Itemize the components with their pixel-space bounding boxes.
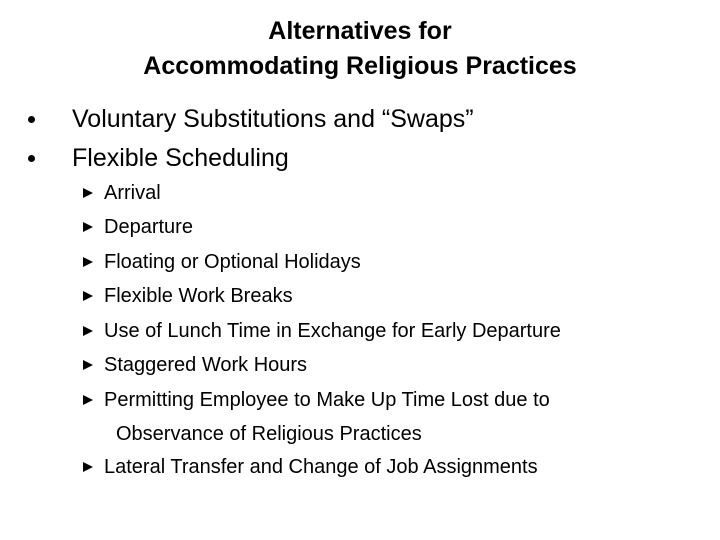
- slide-title-line-2: Accommodating Religious Practices: [143, 52, 577, 80]
- sub-bullet-text: Lateral Transfer and Change of Job Assignments: [104, 456, 538, 478]
- sub-bullet-text: Staggered Work Hours: [104, 354, 308, 376]
- sub-bullet-text: Use of Lunch Time in Exchange for Early Departure: [104, 320, 561, 342]
- triangle-bullet-icon: [83, 291, 93, 301]
- slide-title: [0, 14, 720, 84]
- triangle-bullet-icon: [83, 257, 93, 267]
- triangle-bullet-icon: [83, 360, 93, 370]
- sub-bullet-text: Permitting Employee to Make Up Time Lost due to: [104, 389, 550, 411]
- triangle-bullet-icon: [83, 188, 93, 198]
- triangle-bullet-icon: [83, 395, 93, 405]
- triangle-bullet-icon: [83, 222, 93, 232]
- main-bullet-text: Flexible Scheduling: [72, 144, 289, 172]
- sub-bullet-text: Flexible Work Breaks: [104, 285, 293, 307]
- sub-bullet-text: Floating or Optional Holidays: [104, 251, 361, 273]
- round-bullet-icon: [28, 155, 35, 162]
- triangle-bullet-icon: [83, 326, 93, 336]
- main-bullet-text: Voluntary Substitutions and “Swaps”: [72, 105, 474, 133]
- triangle-bullet-icon: [83, 462, 93, 472]
- slide-title-line-1: Alternatives for: [268, 17, 452, 45]
- sub-bullet-text: Arrival: [104, 182, 161, 204]
- sub-bullet-text-continuation: Observance of Religious Practices: [116, 423, 422, 445]
- sub-bullet-text: Departure: [104, 216, 193, 238]
- round-bullet-icon: [28, 116, 35, 123]
